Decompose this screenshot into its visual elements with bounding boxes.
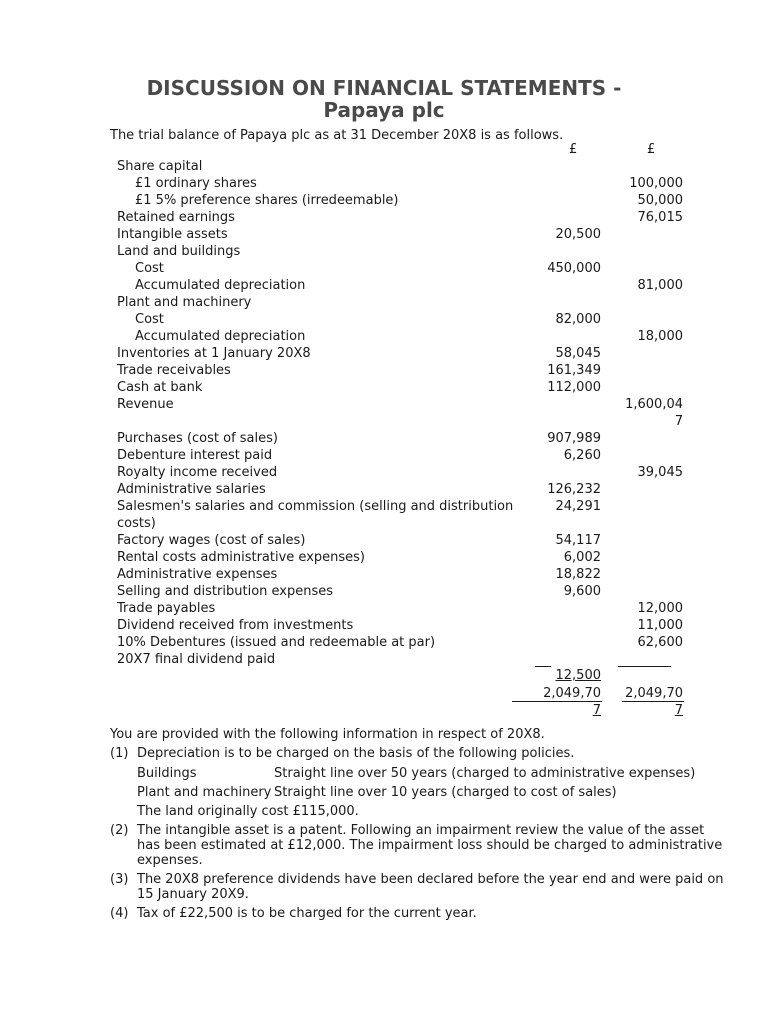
row-label: Accumulated depreciation [135,329,306,344]
table-row [0,243,768,260]
debit-value: 20,500 [555,227,601,242]
table-row [0,566,768,583]
debit-value: 450,000 [547,261,601,276]
row-label: Accumulated depreciation [135,278,306,293]
credit-value: 7 [674,414,683,429]
row-label: Purchases (cost of sales) [117,431,278,446]
credit-column-header: £ [647,142,656,157]
table-row [0,396,768,413]
debit-value: 112,000 [547,380,601,395]
table-row [0,617,768,634]
table-row [0,277,768,294]
table-row [0,413,768,430]
table-row [0,328,768,345]
debit-column-header: £ [569,142,578,157]
table-row [0,481,768,498]
debit-total-continued: 7 [592,703,601,718]
credit-total: 2,049,70 [625,686,683,701]
credit-value: 1,600,04 [625,397,683,412]
credit-value: 81,000 [637,278,683,293]
table-row [0,175,768,192]
row-label: Cost [135,312,164,327]
table-row [0,498,768,515]
table-row [0,260,768,277]
row-label: 20X7 final dividend paid [117,652,276,667]
row-label: Retained earnings [117,210,235,225]
debit-value: 907,989 [547,431,601,446]
row-label: Administrative salaries [117,482,266,497]
row-label: Debenture interest paid [117,448,273,463]
document-title: DISCUSSION ON FINANCIAL STATEMENTS - [146,76,622,100]
note-number: (1) [110,746,129,761]
row-label: Selling and distribution expenses [117,584,334,599]
credit-value: 76,015 [637,210,683,225]
credit-value: 62,600 [637,635,683,650]
row-label: Administrative expenses [117,567,278,582]
credit-value: 11,000 [637,618,683,633]
policy-asset: Plant and machinery [137,785,272,800]
debit-value: 126,232 [547,482,601,497]
row-label: Intangible assets [117,227,228,242]
row-label: Plant and machinery [117,295,252,310]
table-row [0,634,768,651]
row-label: costs) [117,516,156,531]
table-row [0,192,768,209]
table-row [0,345,768,362]
credit-value: 18,000 [637,329,683,344]
row-label: £1 ordinary shares [135,176,257,191]
row-label: Cash at bank [117,380,203,395]
row-label: Factory wages (cost of sales) [117,533,306,548]
debit-value: 9,600 [563,584,601,599]
debit-total-rule [512,701,602,702]
table-row [0,226,768,243]
row-label: Rental costs administrative expenses) [117,550,365,565]
note-number: (3) [110,872,129,887]
debit-value: 18,822 [555,567,601,582]
credit-total-continued: 7 [674,703,683,718]
policy-asset: Buildings [137,766,197,781]
note-text: The 20X8 preference dividends have been declared before the year end and were paid on 15 January 20X9. [137,872,724,902]
note-text: The intangible asset is a patent. Following an impairment review the value of the asset has been estimated at £12,000. The impairment loss should be charged to administrative expenses. [137,823,723,868]
row-label: Land and buildings [117,244,241,259]
row-label: 10% Debentures (issued and redeemable at par) [117,635,436,650]
info-intro: You are provided with the following information in respect of 20X8. [110,727,545,742]
table-row [0,294,768,311]
row-label: £1 5% preference shares (irredeemable) [135,193,399,208]
table-row [0,362,768,379]
row-label: Revenue [117,397,174,412]
credit-value: 12,000 [637,601,683,616]
note-text: Depreciation is to be charged on the basis of the following policies. [137,746,575,761]
row-label: Salesmen's salaries and commission (selling and distribution [117,499,514,514]
note-number: (2) [110,823,129,838]
table-row [0,379,768,396]
credit-value: 100,000 [629,176,683,191]
debit-value: 6,002 [563,550,601,565]
debit-value: 24,291 [555,499,601,514]
land-note: The land originally cost £115,000. [137,804,359,819]
debit-value: 161,349 [547,363,601,378]
note-number: (4) [110,906,129,921]
table-row [0,464,768,481]
credit-value: 50,000 [637,193,683,208]
table-row [0,158,768,175]
policy-description: Straight line over 10 years (charged to cost of sales) [274,785,617,800]
table-row [0,430,768,447]
credit-rule [618,666,671,667]
debit-short-rule [535,666,551,667]
row-label: Inventories at 1 January 20X8 [117,346,311,361]
table-row [0,532,768,549]
table-row [0,311,768,328]
dividend-amount: 12,500 [555,668,601,683]
table-row [0,209,768,226]
policy-plant [137,784,617,801]
row-label: Royalty income received [117,465,278,480]
table-row [0,600,768,617]
credit-value: 39,045 [637,465,683,480]
table-row [0,549,768,566]
debit-total: 2,049,70 [543,686,601,701]
policy-description: Straight line over 50 years (charged to administrative expenses) [274,766,696,781]
table-row [0,515,768,532]
debit-value: 54,117 [555,533,601,548]
row-label: Trade receivables [117,363,231,378]
table-row [0,447,768,464]
document-subtitle: Papaya plc [323,98,445,122]
intro-text: The trial balance of Papaya plc as at 31 December 20X8 is as follows. [110,128,564,143]
row-label: Dividend received from investments [117,618,354,633]
row-label: Cost [135,261,164,276]
debit-value: 82,000 [555,312,601,327]
debit-value: 58,045 [555,346,601,361]
row-label: Trade payables [117,601,216,616]
row-label: Share capital [117,159,203,174]
policy-buildings [137,765,696,782]
debit-value: 6,260 [563,448,601,463]
note-text: Tax of £22,500 is to be charged for the current year. [137,906,477,921]
table-row [0,583,768,600]
